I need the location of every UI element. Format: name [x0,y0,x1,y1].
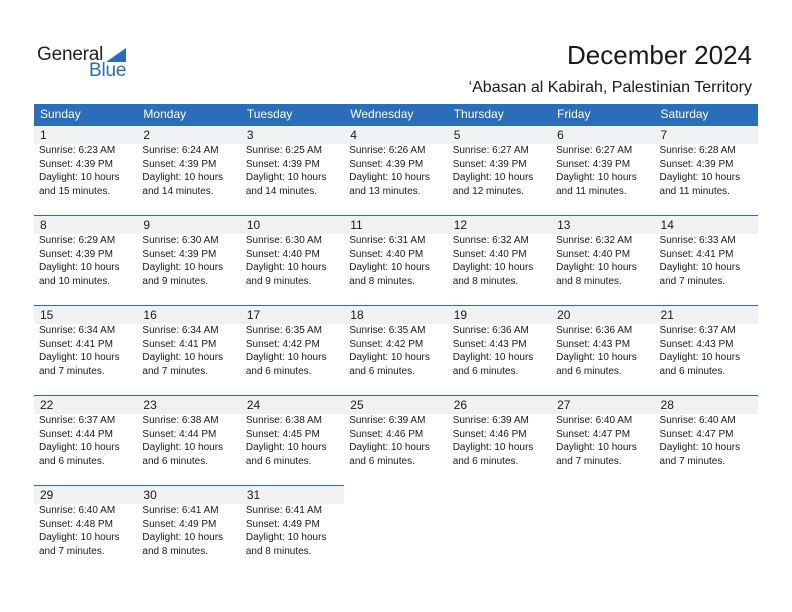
calendar-grid [34,104,758,575]
day-cell [34,485,137,575]
daylight-text: and 7 minutes. [142,365,209,377]
day-number: 14 [655,215,758,234]
daylight-text: Daylight: 10 hours [349,262,430,273]
sunset-text: Sunset: 4:42 PM [245,338,320,350]
page-title: December 2024 [567,40,752,70]
sunset-text: Sunset: 4:43 PM [659,338,734,350]
daylight-text: and 10 minutes. [39,275,111,287]
week-row [34,485,758,575]
day-number: 23 [137,395,240,414]
daylight-text: Daylight: 10 hours [142,532,224,543]
day-number: 12 [448,215,551,234]
sunset-text: Sunset: 4:39 PM [142,158,217,170]
daylight-text: Daylight: 10 hours [142,262,224,273]
weekday-header: Wednesday [350,107,414,121]
day-cell [344,215,447,305]
daylight-text: and 6 minutes. [39,455,105,467]
day-number: 30 [137,485,240,504]
day-cell [655,305,758,395]
day-number: 7 [655,125,758,144]
weekday-header: Sunday [40,107,81,121]
daylight-text: and 6 minutes. [349,455,415,467]
location-subtitle: ‘Abasan al Kabirah, Palestinian Territory [468,79,752,96]
daylight-text: Daylight: 10 hours [452,262,534,273]
sunrise-text: Sunrise: 6:35 AM [245,325,322,336]
daylight-text: and 7 minutes. [39,365,105,377]
daylight-text: and 9 minutes. [245,275,312,287]
daylight-text: Daylight: 10 hours [556,352,637,363]
day-number: 29 [34,485,137,504]
day-cell [344,305,447,395]
day-cell [137,215,240,305]
sunrise-text: Sunrise: 6:30 AM [142,235,219,246]
week-row [34,215,758,305]
day-cell [551,215,654,305]
day-number: 25 [344,395,447,414]
sunrise-text: Sunrise: 6:41 AM [245,505,322,516]
daylight-text: Daylight: 10 hours [659,262,741,273]
daylight-text: and 14 minutes. [142,185,214,197]
empty-day-cell [344,485,447,575]
sunset-text: Sunset: 4:39 PM [349,158,424,170]
day-number: 2 [137,125,240,144]
sunset-text: Sunset: 4:42 PM [349,338,424,350]
sunset-text: Sunset: 4:49 PM [245,518,320,530]
week-row [34,305,758,395]
day-number: 22 [34,395,137,414]
sunrise-text: Sunrise: 6:23 AM [39,145,116,156]
weekday-header: Saturday [660,107,709,121]
day-cell [241,485,344,575]
daylight-text: and 7 minutes. [556,455,622,467]
daylight-text: Daylight: 10 hours [142,352,224,363]
daylight-text: and 9 minutes. [142,275,209,287]
daylight-text: and 6 minutes. [245,365,312,377]
logo [37,44,137,82]
day-cell [34,305,137,395]
sunset-text: Sunset: 4:44 PM [142,428,217,440]
day-cell [241,125,344,215]
daylight-text: Daylight: 10 hours [659,442,741,453]
sunset-text: Sunset: 4:39 PM [452,158,527,170]
sunset-text: Sunset: 4:39 PM [556,158,631,170]
sunrise-text: Sunrise: 6:31 AM [349,235,426,246]
daylight-text: and 7 minutes. [659,275,726,287]
sunrise-text: Sunrise: 6:24 AM [142,145,219,156]
daylight-text: and 6 minutes. [245,455,312,467]
daylight-text: Daylight: 10 hours [349,352,430,363]
daylight-text: Daylight: 10 hours [245,262,327,273]
daylight-text: Daylight: 10 hours [245,172,327,183]
day-number: 1 [34,125,137,144]
sunset-text: Sunset: 4:48 PM [39,518,113,530]
sunset-text: Sunset: 4:45 PM [245,428,320,440]
sunrise-text: Sunrise: 6:26 AM [349,145,426,156]
sunrise-text: Sunrise: 6:34 AM [39,325,116,336]
day-number: 24 [241,395,344,414]
day-cell [241,215,344,305]
sunrise-text: Sunrise: 6:37 AM [659,325,736,336]
sunset-text: Sunset: 4:47 PM [556,428,631,440]
week-row [34,395,758,485]
day-cell [448,125,551,215]
sunrise-text: Sunrise: 6:40 AM [659,415,736,426]
day-number: 5 [448,125,551,144]
daylight-text: and 6 minutes. [142,455,209,467]
daylight-text: Daylight: 10 hours [39,262,120,273]
sunset-text: Sunset: 4:46 PM [452,428,527,440]
daylight-text: and 8 minutes. [245,545,312,557]
day-number: 11 [344,215,447,234]
daylight-text: and 6 minutes. [349,365,415,377]
weekday-header: Monday [143,107,187,121]
day-number: 8 [34,215,137,234]
weekday-header: Thursday [453,107,504,121]
day-cell [34,125,137,215]
day-number: 16 [137,305,240,324]
day-cell [344,395,447,485]
day-cell [448,215,551,305]
sunset-text: Sunset: 4:41 PM [659,248,734,260]
daylight-text: Daylight: 10 hours [39,442,120,453]
weekday-header: Tuesday [246,107,293,121]
sunrise-text: Sunrise: 6:40 AM [39,505,116,516]
day-number: 15 [34,305,137,324]
daylight-text: Daylight: 10 hours [452,442,534,453]
sunrise-text: Sunrise: 6:36 AM [452,325,529,336]
daylight-text: and 6 minutes. [556,365,622,377]
daylight-text: Daylight: 10 hours [39,352,120,363]
sunrise-text: Sunrise: 6:41 AM [142,505,219,516]
sunset-text: Sunset: 4:39 PM [39,248,113,260]
sunrise-text: Sunrise: 6:32 AM [452,235,529,246]
day-number: 19 [448,305,551,324]
sunset-text: Sunset: 4:44 PM [39,428,113,440]
daylight-text: Daylight: 10 hours [659,172,741,183]
daylight-text: Daylight: 10 hours [245,352,327,363]
weeks-container [34,125,758,575]
sunset-text: Sunset: 4:39 PM [245,158,320,170]
logo-general-text: General [37,44,104,65]
day-cell [448,305,551,395]
sunset-text: Sunset: 4:40 PM [452,248,527,260]
day-number: 31 [241,485,344,504]
day-number: 26 [448,395,551,414]
daylight-text: and 6 minutes. [452,455,519,467]
sunrise-text: Sunrise: 6:40 AM [556,415,633,426]
sunset-text: Sunset: 4:39 PM [659,158,734,170]
day-number: 17 [241,305,344,324]
sunset-text: Sunset: 4:40 PM [349,248,424,260]
day-number: 3 [241,125,344,144]
daylight-text: Daylight: 10 hours [452,172,534,183]
daylight-text: Daylight: 10 hours [245,532,327,543]
daylight-text: Daylight: 10 hours [659,352,741,363]
day-number: 6 [551,125,654,144]
day-cell [551,395,654,485]
daylight-text: Daylight: 10 hours [556,262,637,273]
day-cell [137,395,240,485]
day-cell [655,395,758,485]
day-cell [655,125,758,215]
day-cell [241,395,344,485]
sunset-text: Sunset: 4:46 PM [349,428,424,440]
sunrise-text: Sunrise: 6:29 AM [39,235,116,246]
sunset-text: Sunset: 4:41 PM [39,338,113,350]
sunrise-text: Sunrise: 6:27 AM [556,145,633,156]
logo-blue-text: Blue [89,60,127,81]
day-number: 20 [551,305,654,324]
daylight-text: and 8 minutes. [142,545,209,557]
sunset-text: Sunset: 4:39 PM [39,158,113,170]
sunrise-text: Sunrise: 6:34 AM [142,325,219,336]
sunrise-text: Sunrise: 6:27 AM [452,145,529,156]
daylight-text: and 7 minutes. [659,455,726,467]
weekday-header: Friday [557,107,591,121]
daylight-text: Daylight: 10 hours [39,172,120,183]
day-cell [448,395,551,485]
day-number: 28 [655,395,758,414]
empty-day-cell [655,485,758,575]
daylight-text: and 11 minutes. [556,185,627,197]
daylight-text: and 11 minutes. [659,185,730,197]
day-cell [137,305,240,395]
day-cell [34,395,137,485]
daylight-text: and 8 minutes. [556,275,622,287]
day-number: 21 [655,305,758,324]
week-row [34,125,758,215]
sunrise-text: Sunrise: 6:36 AM [556,325,633,336]
sunset-text: Sunset: 4:49 PM [142,518,217,530]
empty-day-cell [551,485,654,575]
sunset-text: Sunset: 4:43 PM [452,338,527,350]
sunrise-text: Sunrise: 6:33 AM [659,235,736,246]
day-number: 4 [344,125,447,144]
daylight-text: and 6 minutes. [452,365,519,377]
daylight-text: Daylight: 10 hours [39,532,120,543]
daylight-text: Daylight: 10 hours [142,442,224,453]
daylight-text: Daylight: 10 hours [349,442,430,453]
day-cell [34,215,137,305]
daylight-text: and 15 minutes. [39,185,111,197]
sunset-text: Sunset: 4:47 PM [659,428,734,440]
sunrise-text: Sunrise: 6:25 AM [245,145,322,156]
day-cell [344,125,447,215]
daylight-text: Daylight: 10 hours [142,172,224,183]
day-cell [551,125,654,215]
sunset-text: Sunset: 4:39 PM [142,248,217,260]
empty-day-cell [448,485,551,575]
sunset-text: Sunset: 4:41 PM [142,338,217,350]
daylight-text: and 8 minutes. [349,275,415,287]
day-cell [241,305,344,395]
sunrise-text: Sunrise: 6:39 AM [349,415,426,426]
day-number: 10 [241,215,344,234]
day-number: 27 [551,395,654,414]
day-number: 18 [344,305,447,324]
day-cell [655,215,758,305]
daylight-text: Daylight: 10 hours [556,442,637,453]
daylight-text: Daylight: 10 hours [452,352,534,363]
day-cell [137,125,240,215]
daylight-text: and 13 minutes. [349,185,421,197]
sunrise-text: Sunrise: 6:30 AM [245,235,322,246]
day-number: 13 [551,215,654,234]
daylight-text: and 14 minutes. [245,185,318,197]
daylight-text: Daylight: 10 hours [556,172,637,183]
day-cell [137,485,240,575]
sunrise-text: Sunrise: 6:37 AM [39,415,116,426]
day-number: 9 [137,215,240,234]
weekday-header-row [34,104,758,125]
sunset-text: Sunset: 4:43 PM [556,338,631,350]
sunrise-text: Sunrise: 6:38 AM [142,415,219,426]
daylight-text: and 6 minutes. [659,365,726,377]
sunrise-text: Sunrise: 6:32 AM [556,235,633,246]
sunset-text: Sunset: 4:40 PM [245,248,320,260]
daylight-text: Daylight: 10 hours [349,172,430,183]
sunset-text: Sunset: 4:40 PM [556,248,631,260]
sunrise-text: Sunrise: 6:28 AM [659,145,736,156]
sunrise-text: Sunrise: 6:35 AM [349,325,426,336]
daylight-text: and 7 minutes. [39,545,105,557]
daylight-text: and 8 minutes. [452,275,519,287]
sunrise-text: Sunrise: 6:39 AM [452,415,529,426]
sunrise-text: Sunrise: 6:38 AM [245,415,322,426]
daylight-text: and 12 minutes. [452,185,524,197]
day-cell [551,305,654,395]
daylight-text: Daylight: 10 hours [245,442,327,453]
